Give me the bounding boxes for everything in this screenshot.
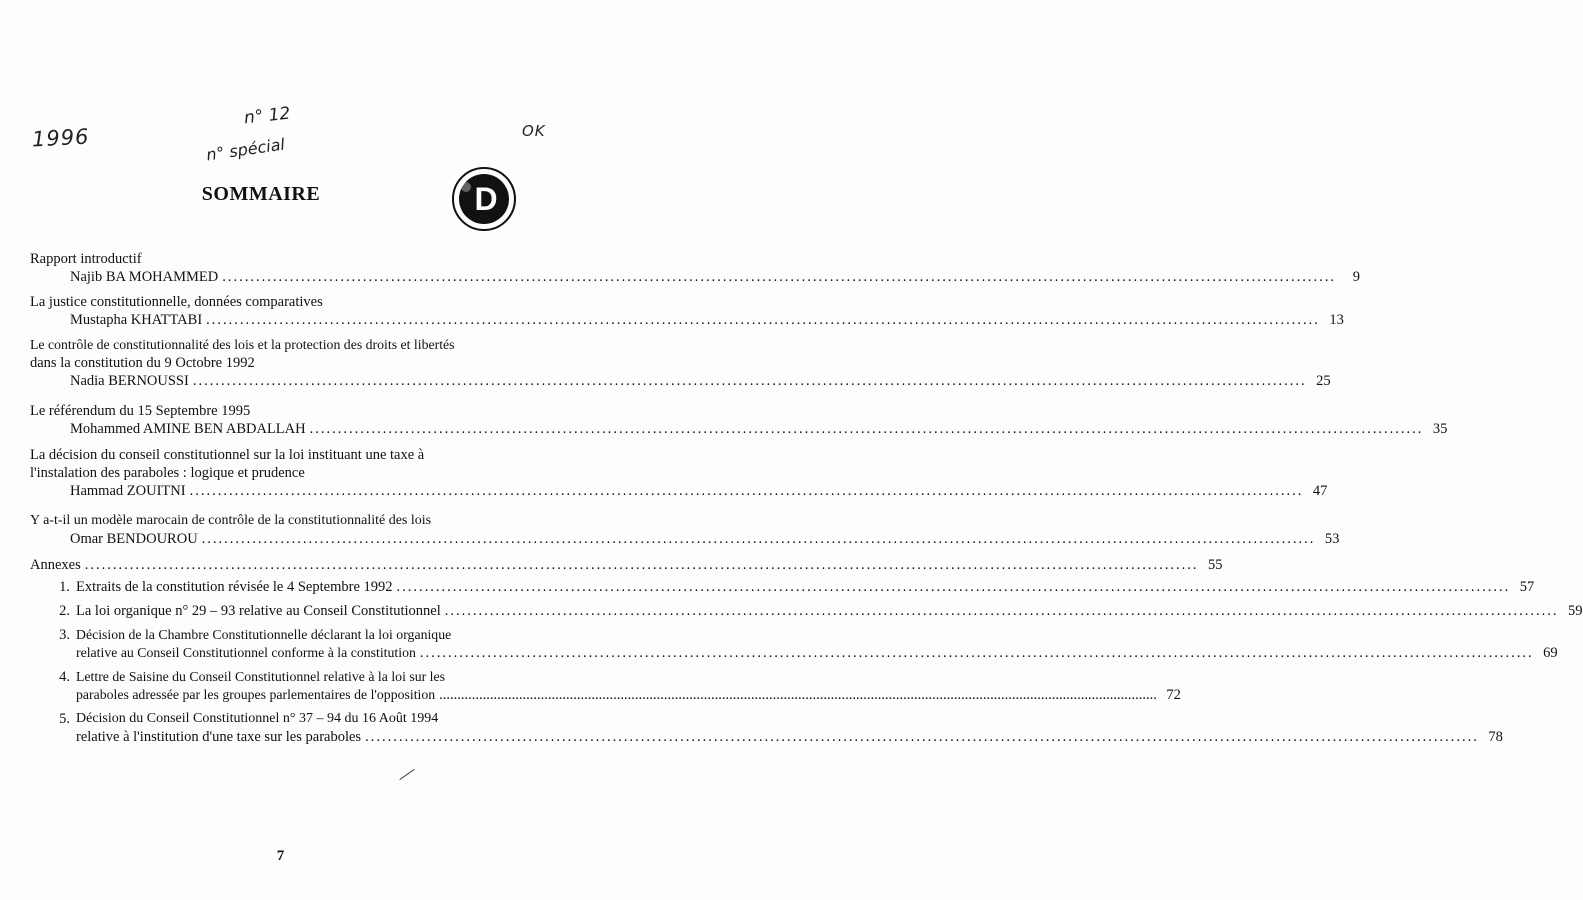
annex-title-line: Extraits de la constitution révisée le 4 Septembre 1992 xyxy=(76,579,393,595)
pencil-mark xyxy=(399,769,414,780)
annex-number: 3. xyxy=(59,627,70,643)
leader-dots xyxy=(397,578,1511,596)
entry-title-line: l'instalation des paraboles : logique et prudence xyxy=(30,465,305,481)
annex-title-line: Lettre de Saisine du Conseil Constitutionnel relative à la loi sur les xyxy=(76,669,445,684)
page-number: 7 xyxy=(276,848,285,864)
annex-title-line: Décision de la Chambre Constitutionnelle déclarant la loi organique xyxy=(76,627,452,642)
entry-author: Mohammed AMINE BEN ABDALLAH xyxy=(70,421,306,437)
annex-number: 5. xyxy=(59,711,70,727)
entry-author: Najib BA MOHAMMED xyxy=(70,269,219,285)
leader-dots xyxy=(365,728,1479,746)
leader-dots xyxy=(445,602,1559,620)
handwritten-number-note: n° 12 xyxy=(243,103,292,129)
annex-title-line: La loi organique n° 29 – 93 relative au Conseil Constitutionnel xyxy=(76,603,441,619)
entry-author: Mustapha KHATTABI xyxy=(70,312,203,328)
annex-title-line: relative à l'institution d'une taxe sur les paraboles xyxy=(76,729,362,745)
leader-dots xyxy=(190,482,1304,500)
annex-item-5[interactable] xyxy=(30,710,1503,746)
entry-page: 25 xyxy=(1316,373,1331,389)
entry-title-line: Rapport introductif xyxy=(30,251,142,267)
annex-number: 1. xyxy=(59,579,70,595)
annex-item-1[interactable] xyxy=(30,578,1535,596)
logo-letter: D xyxy=(474,181,498,217)
entry-title-line: Le contrôle de constitutionnalité des lois et la protection des droits et libertés xyxy=(30,337,455,352)
leader-dots xyxy=(193,372,1307,390)
annex-item-2[interactable] xyxy=(30,602,1583,620)
entry-author: Nadia BERNOUSSI xyxy=(70,373,189,389)
annex-title-line: relative au Conseil Constitutionnel conforme à la constitution xyxy=(76,645,416,660)
entry-page: 13 xyxy=(1329,312,1344,328)
annex-title-line: Décision du Conseil Constitutionnel n° 37 – 94 du 16 Août 1994 xyxy=(76,711,439,726)
annex-number: 4. xyxy=(59,669,70,685)
entry-title-line: dans la constitution du 9 Octobre 1992 xyxy=(30,355,255,371)
entry-page: 47 xyxy=(1312,483,1328,499)
leader-dots xyxy=(206,311,1320,329)
toc-entry-6[interactable] xyxy=(30,512,1340,548)
leader-dots xyxy=(310,420,1424,438)
toc-entry-5[interactable] xyxy=(30,446,1328,500)
handwritten-year-note: 1996 xyxy=(31,124,91,152)
toc-entry-2[interactable] xyxy=(30,293,1344,329)
page-title: SOMMAIRE xyxy=(201,183,321,205)
annex-number: 2. xyxy=(59,603,70,619)
handwritten-ok-note: OK xyxy=(522,122,546,140)
leader-dots xyxy=(85,556,1199,574)
toc-entry-3[interactable] xyxy=(30,336,1331,390)
leader-dots xyxy=(420,644,1534,662)
annex-item-4[interactable] xyxy=(30,668,1181,704)
annex-title-line: paraboles adressée par les groupes parlementaires de l'opposition xyxy=(76,687,436,702)
entry-author: Hammad ZOUITNI xyxy=(70,483,186,499)
annex-item-3[interactable] xyxy=(30,626,1558,662)
toc-entry-1[interactable] xyxy=(30,250,1360,286)
entry-page: 35 xyxy=(1432,421,1448,437)
entry-title-line: Le référendum du 15 Septembre 1995 xyxy=(30,403,251,419)
annexes-section[interactable] xyxy=(30,556,1583,746)
entry-title-line: La justice constitutionnelle, données comparatives xyxy=(30,294,323,310)
leader-dots xyxy=(439,686,1157,704)
leader-dots xyxy=(222,268,1336,286)
entry-author: Omar BENDOUROU xyxy=(70,531,198,547)
handwritten-special-note: n° spécial xyxy=(205,134,286,165)
d-stamp-logo xyxy=(450,165,518,233)
toc-entry-4[interactable] xyxy=(30,402,1448,438)
annexes-label: Annexes xyxy=(30,557,81,573)
entry-page: 53 xyxy=(1324,531,1340,547)
annex-page: 57 xyxy=(1519,579,1535,595)
entry-title-line: La décision du conseil constitutionnel sur la loi instituant une taxe à xyxy=(30,447,425,463)
annexes-page: 55 xyxy=(1208,557,1223,573)
annex-page: 69 xyxy=(1543,645,1558,661)
annex-page: 78 xyxy=(1488,729,1503,745)
annex-page: 72 xyxy=(1166,687,1181,703)
entry-title-line: Y a-t-il un modèle marocain de contrôle de la constitutionnalité des lois xyxy=(30,513,432,528)
annex-page: 59 xyxy=(1568,603,1583,619)
entry-page: 9 xyxy=(1352,269,1360,285)
leader-dots xyxy=(202,530,1316,548)
